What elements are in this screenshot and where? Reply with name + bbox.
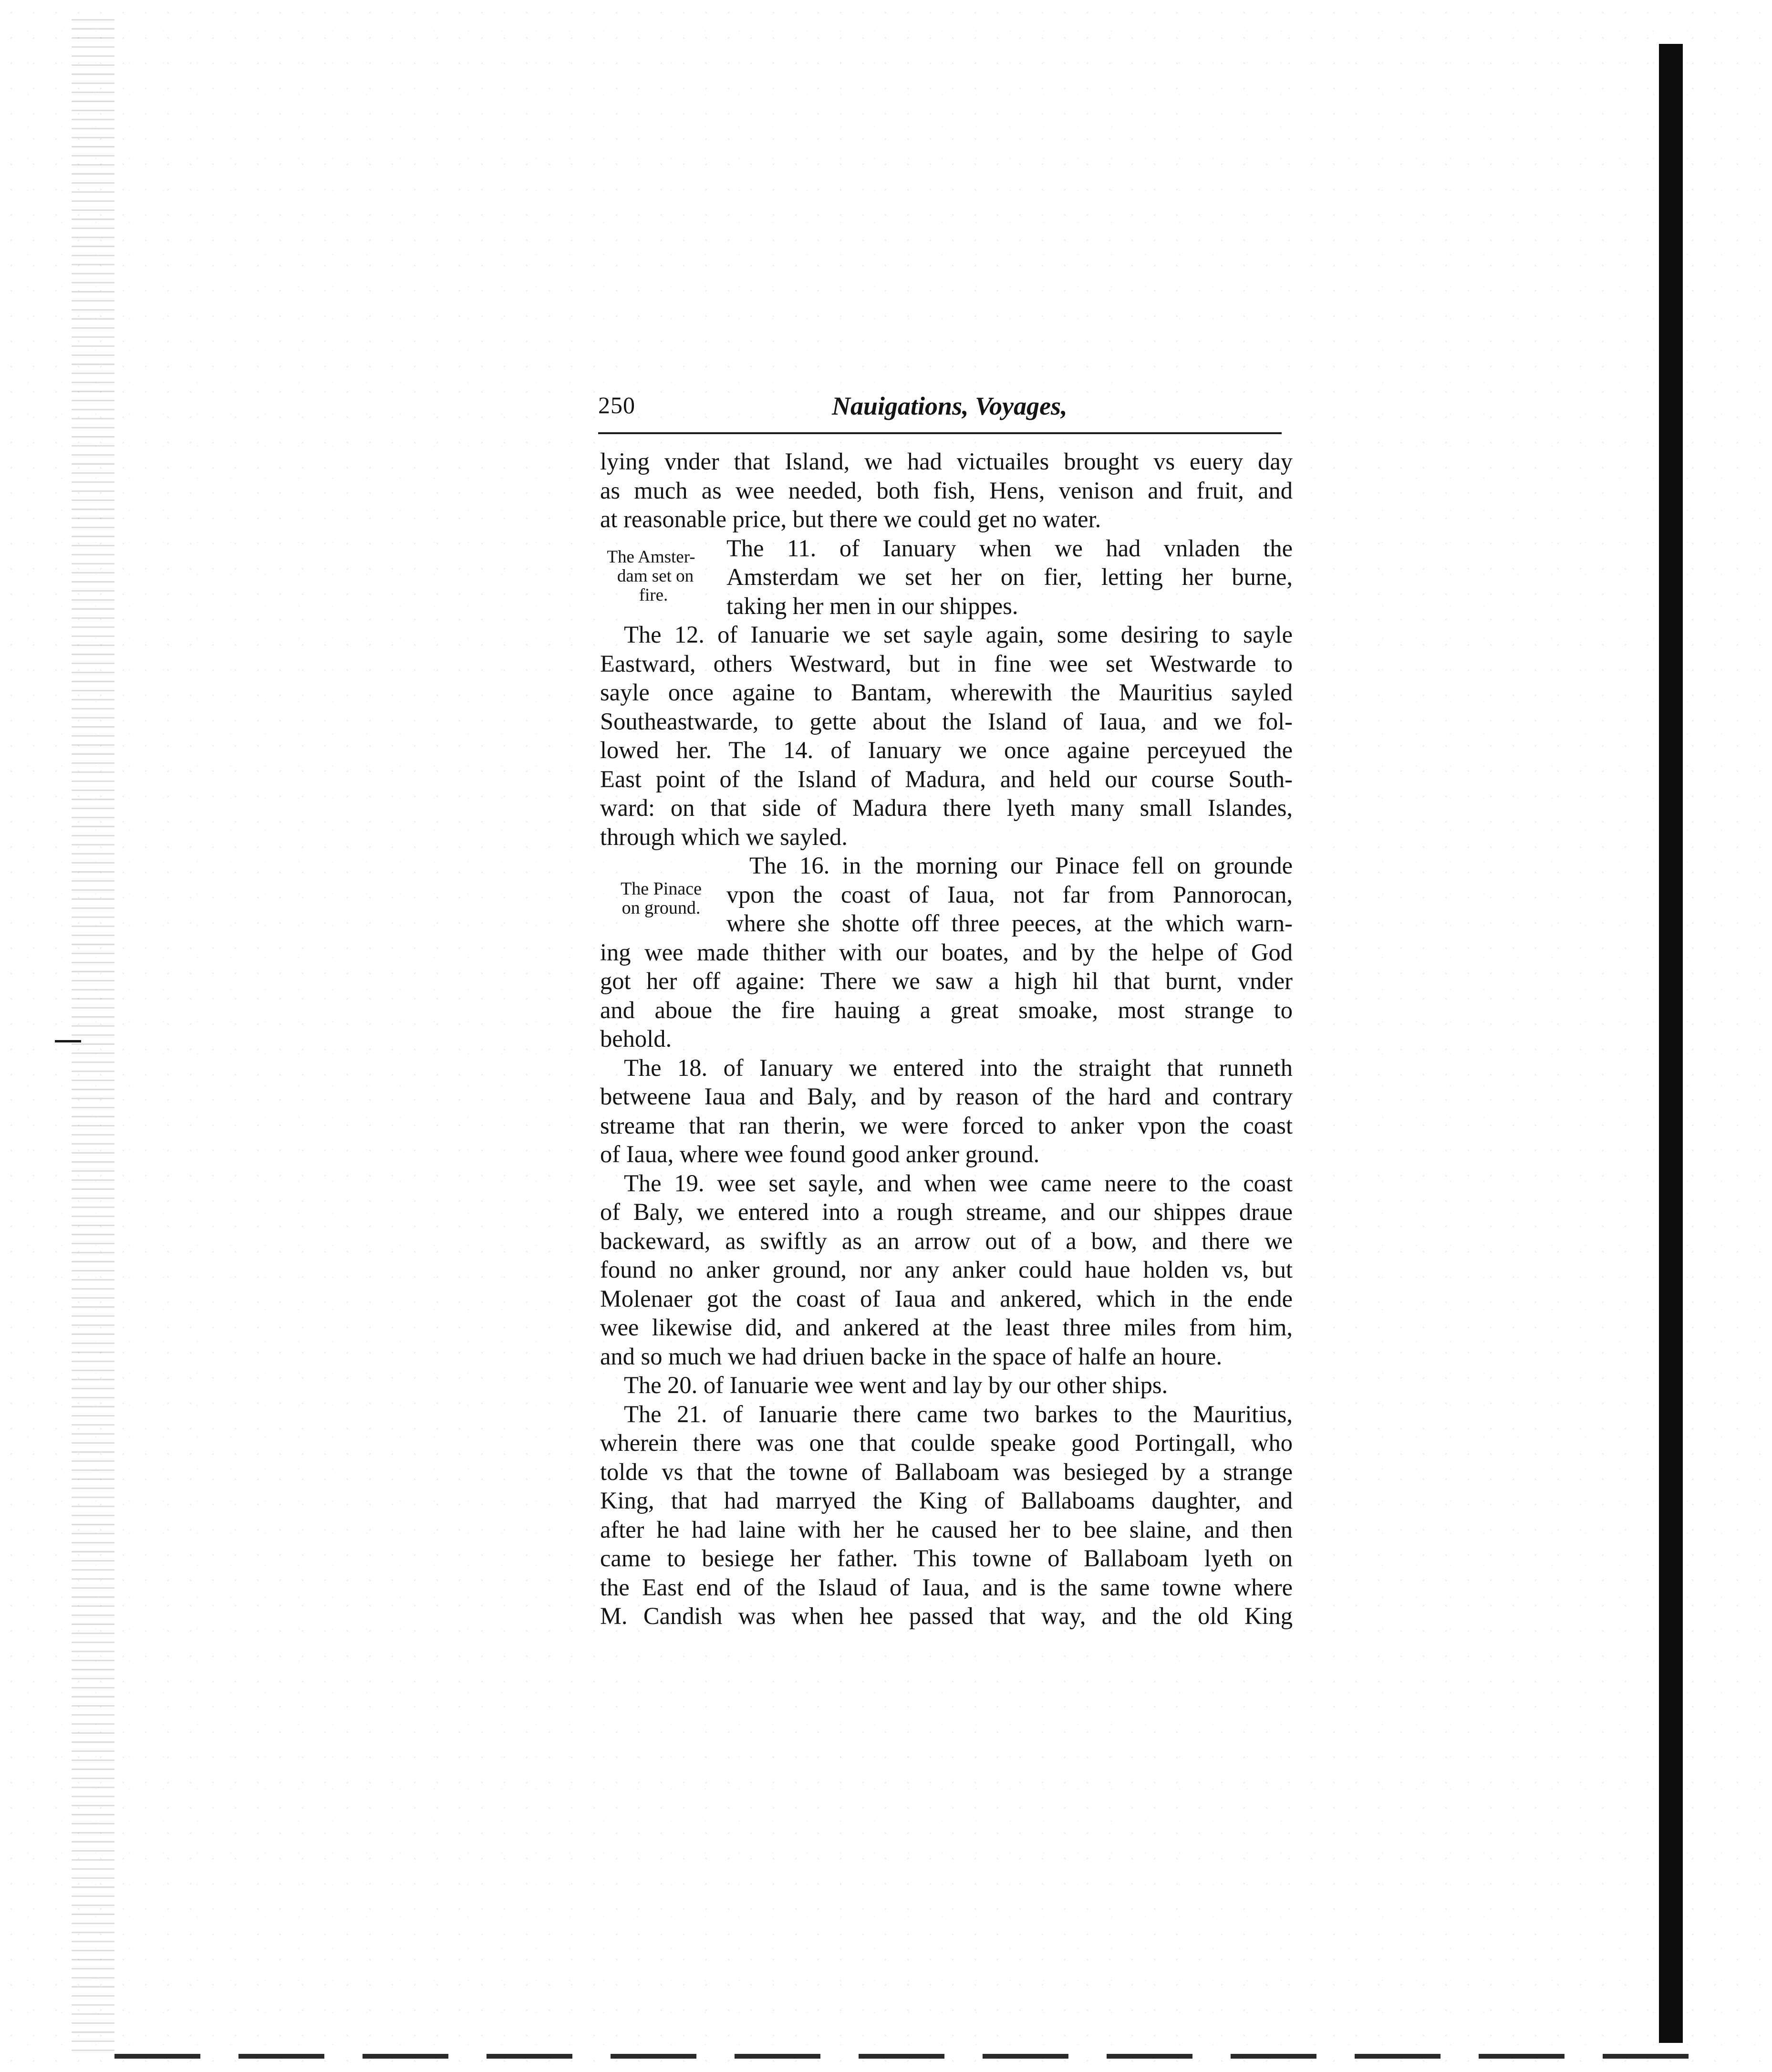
text-line: betweene Iaua and Baly, and by reason of the hard and contrary [600, 1083, 1293, 1110]
text-line: The 12. of Ianuarie we set sayle again, some desiring to sayle [624, 621, 1293, 648]
text-line: The 21. of Ianuarie there came two barkes to the Mauritius, [624, 1400, 1293, 1427]
text-line: came to besiege her father. This towne of Ballaboam lyeth on [600, 1545, 1293, 1572]
text-line: the East end of the Islaud of Iaua, and is the same towne where [600, 1573, 1293, 1601]
text-line: Eastward, others Westward, but in fine wee set Westwarde to [600, 650, 1293, 677]
text-line: The 19. wee set sayle, and when wee came neere to the coast [624, 1169, 1293, 1197]
text-line: wee likewise did, and ankered at the least three miles from him, [600, 1314, 1293, 1341]
text-line: of Baly, we entered into a rough streame, and our shippes draue [600, 1198, 1293, 1225]
text-line: backeward, as swiftly as an arrow out of a bow, and there we [600, 1227, 1293, 1254]
text-line: lowed her. The 14. of Ianuary we once againe perceyued the [600, 737, 1293, 763]
text-line: found no anker ground, nor any anker could haue holden vs, but [600, 1256, 1293, 1283]
text-line: vpon the coast of Iaua, not far from Pannorocan, [726, 881, 1293, 908]
text-line: taking her men in our shippes. [726, 592, 1018, 619]
scan-edge-left [72, 19, 114, 2051]
header-rule [598, 432, 1282, 434]
text-line: streame that ran therin, we were forced to anker vpon the coast [600, 1112, 1293, 1139]
text-line: The 20. of Ianuarie wee went and lay by our other ships. [624, 1372, 1168, 1398]
text-line: The 11. of Ianuary when we had vnladen the [726, 534, 1293, 562]
text-line: after he had laine with her he caused her to bee slaine, and then [600, 1516, 1293, 1543]
text-line: Molenaer got the coast of Iaua and ankered, which in the ende [600, 1285, 1293, 1312]
side-note-line: on ground. [622, 898, 701, 918]
text-line: where she shotte off three peeces, at the which warn- [726, 910, 1293, 937]
text-line: Amsterdam we set her on fier, letting her burne, [726, 563, 1293, 590]
scan-edge-right-bar [1659, 44, 1683, 2043]
side-note-line: fire. [639, 585, 668, 605]
side-note-line: The Pinace [621, 879, 702, 899]
text-line: wherein there was one that coulde speake good Portingall, who [600, 1429, 1293, 1456]
text-line: The 18. of Ianuary we entered into the straight that runneth [624, 1054, 1293, 1081]
text-line: sayle once againe to Bantam, wherewith the Mauritius sayled [600, 679, 1293, 706]
text-line: through which we sayled. [600, 823, 848, 850]
text-line: got her off againe: There we saw a high hil that burnt, vnder [600, 968, 1293, 994]
text-line: lying vnder that Island, we had victuailes brought vs euery day [600, 448, 1293, 475]
side-note-line: dam set on [617, 566, 694, 586]
text-line: behold. [600, 1025, 672, 1052]
text-line: ward: on that side of Madura there lyeth many small Islandes, [600, 794, 1293, 821]
text-line: The 16. in the morning our Pinace fell on grounde [749, 852, 1293, 879]
page-number: 250 [598, 392, 635, 418]
text-line: Southeastwarde, to gette about the Island of Iaua, and we fol- [600, 708, 1293, 735]
running-title: Nauigations, Voyages, [832, 392, 1067, 420]
scan-edge-bottom [114, 2054, 1689, 2059]
scan-mark [55, 1040, 81, 1042]
text-line: tolde vs that the towne of Ballaboam was besieged by a strange [600, 1458, 1293, 1485]
running-head [598, 391, 1282, 434]
text-line: and so much we had driuen backe in the space of halfe an houre. [600, 1343, 1223, 1370]
text-line: King, that had marryed the King of Ballaboams daughter, and [600, 1487, 1293, 1514]
body-text [600, 447, 1293, 1631]
text-line: as much as wee needed, both fish, Hens, venison and fruit, and [600, 477, 1293, 504]
text-line: and aboue the fire hauing a great smoake, most strange to [600, 996, 1293, 1023]
text-line: ing wee made thither with our boates, and by the helpe of God [600, 938, 1293, 966]
text-line: of Iaua, where wee found good anker ground. [600, 1141, 1040, 1167]
side-note-line: The Amster- [607, 547, 695, 567]
text-line: East point of the Island of Madura, and held our course South- [600, 765, 1293, 792]
text-line: M. Candish was when hee passed that way, and the old King [600, 1603, 1293, 1629]
text-line: at reasonable price, but there we could get no water. [600, 506, 1101, 532]
